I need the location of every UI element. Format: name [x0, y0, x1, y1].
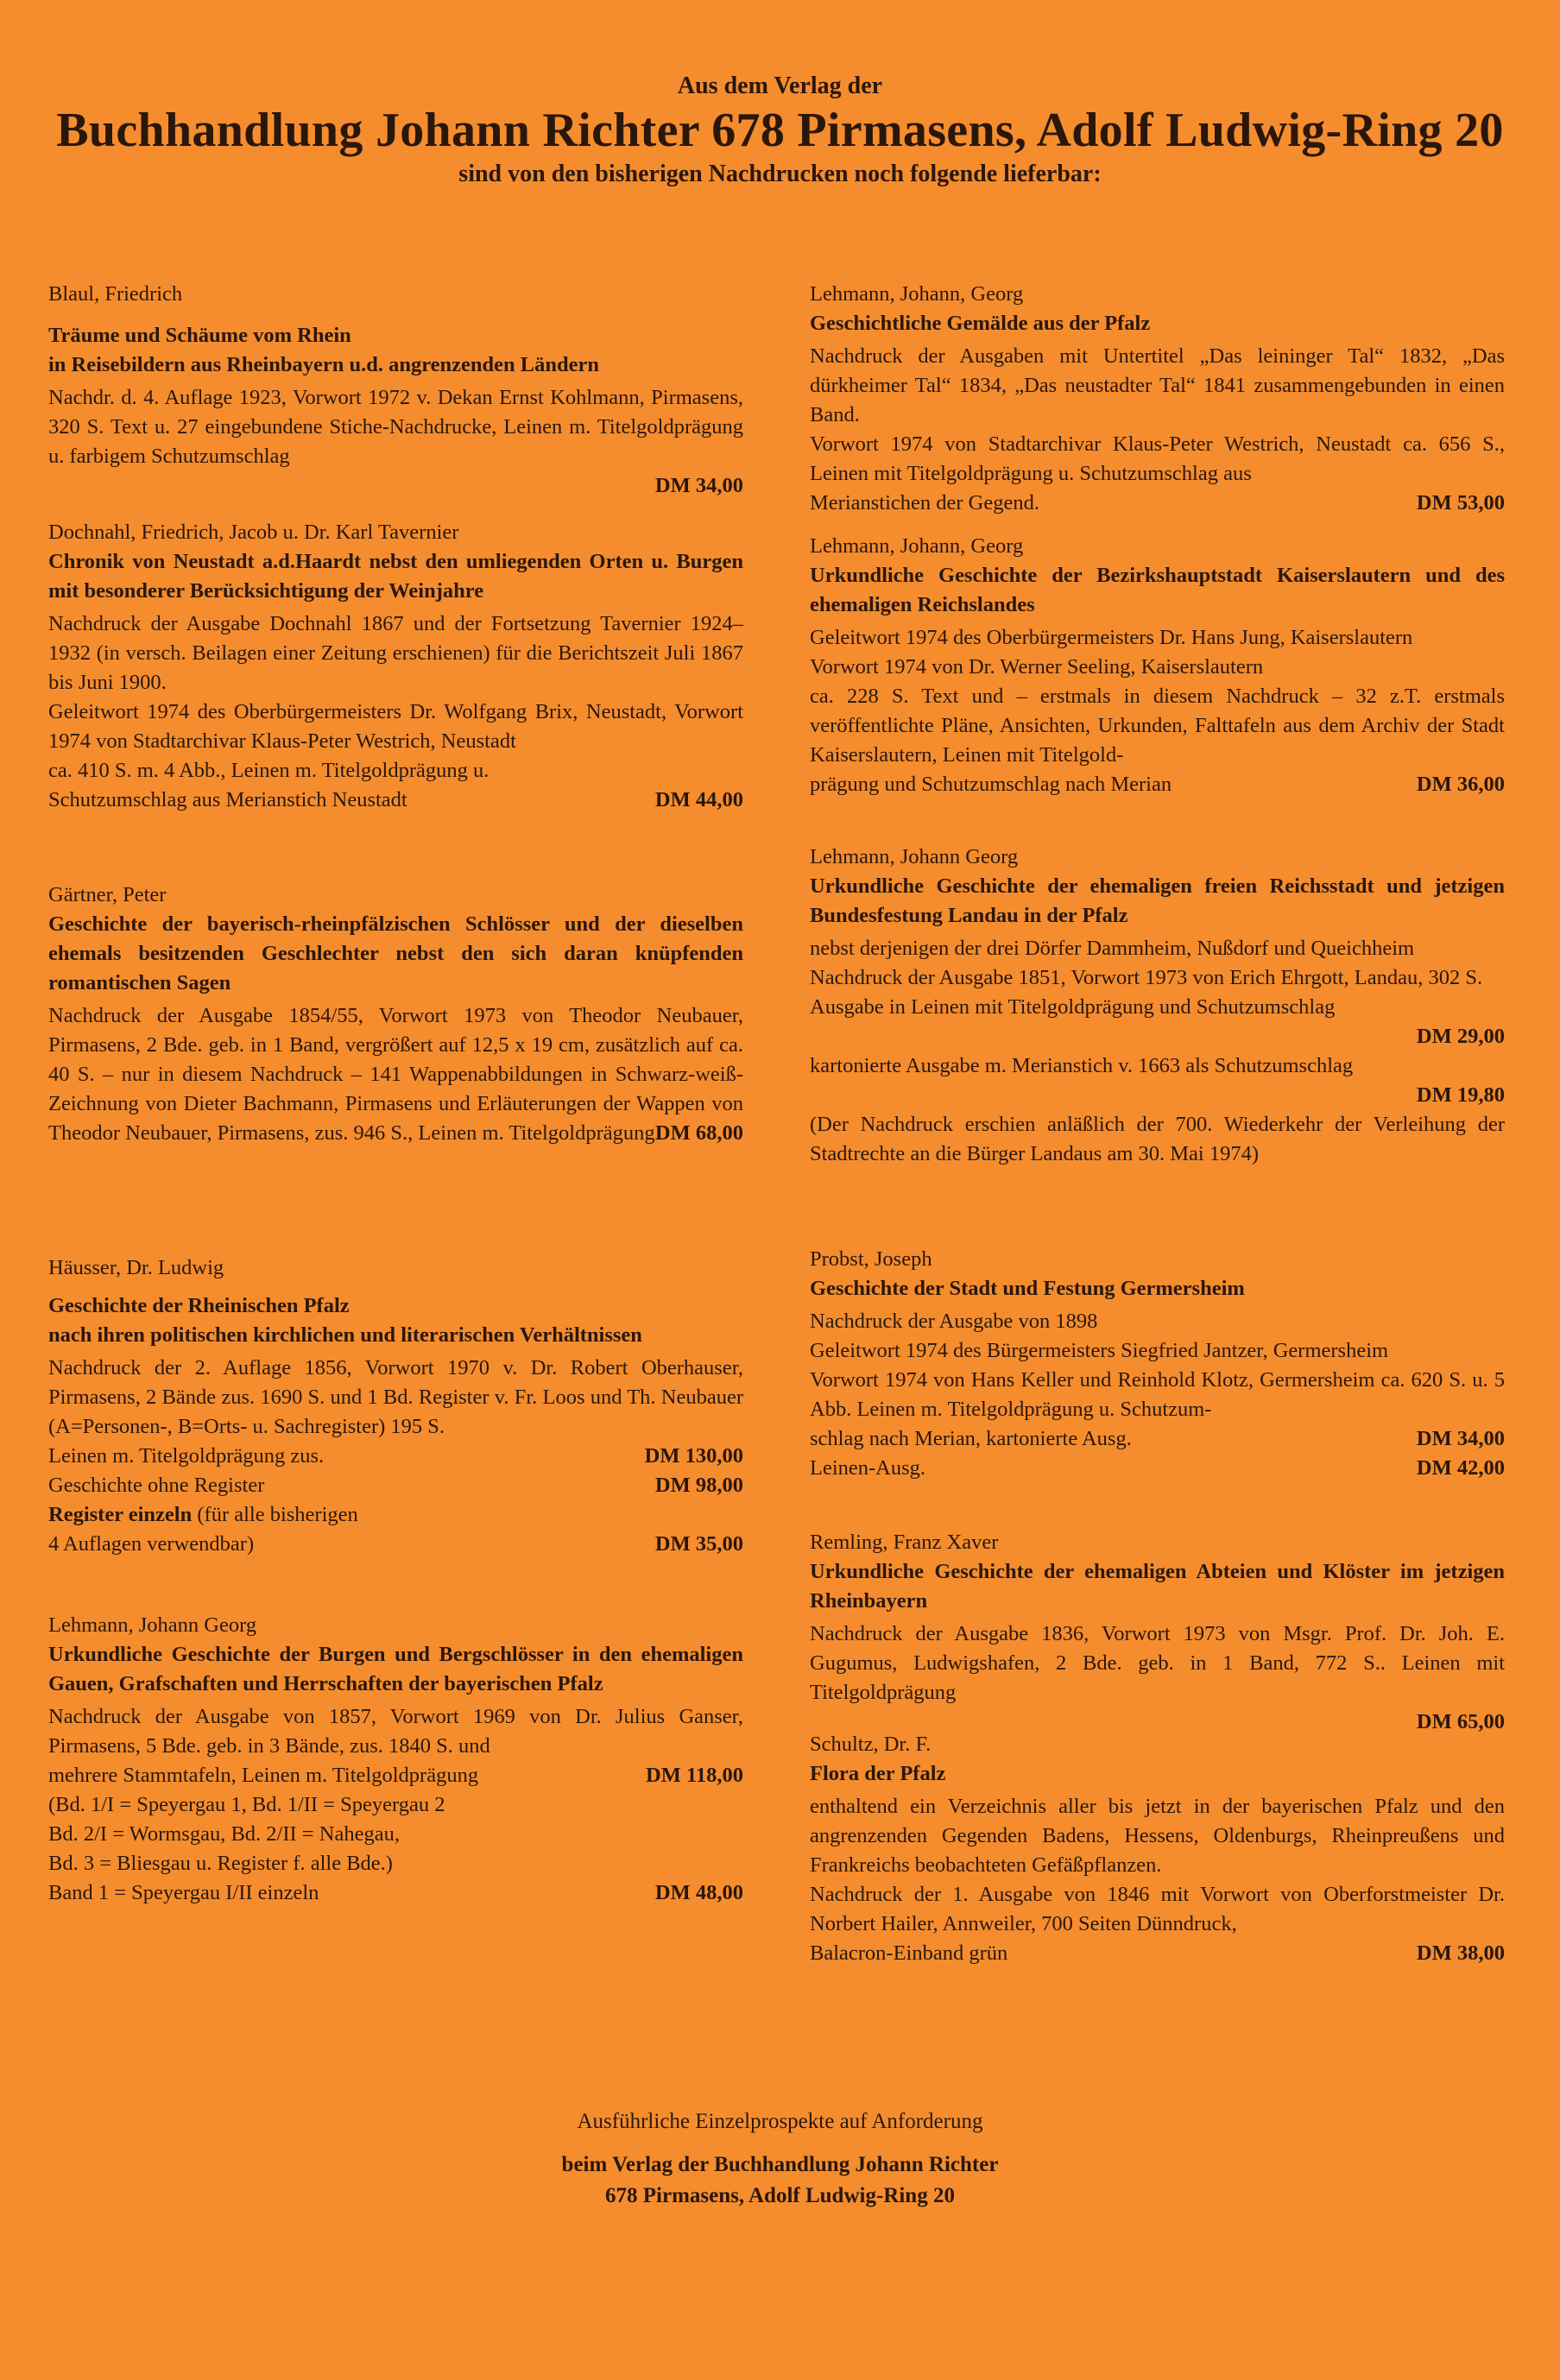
book-entry-lehmann-burgen	[48, 1611, 743, 1908]
price-label-bold: Register einzeln	[48, 1503, 193, 1526]
book-description: Vorwort 1974 von Hans Keller und Reinhold Klotz, Germersheim ca. 620 S. u. 5 Abb. Leinen m. Titelgoldprägung u. Schutzum-	[810, 1368, 1505, 1421]
book-description: Nachdruck der 1. Ausgabe von 1846 mit Vorwort von Oberforstmeister Dr. Norbert Hailer, Annweiler, 700 Seiten Dünndruck,	[810, 1883, 1505, 1935]
book-title: Urkundliche Geschichte der ehemaligen freien Reichsstadt und jetzigen Bundesfestung Landau in der Pfalz	[810, 874, 1505, 927]
price-label: Geschichte ohne Register	[48, 1474, 265, 1497]
book-description: Nachdruck der Ausgabe von 1857, Vorwort 1969 von Dr. Julius Ganser, Pirmasens, 5 Bde. geb. in 3 Bände, zus. 1840 S. und	[48, 1705, 743, 1758]
price-row	[48, 1761, 743, 1790]
price-row	[48, 1471, 743, 1500]
price-row	[48, 1878, 743, 1908]
book-description: Bd. 3 = Bliesgau u. Register f. alle Bde.)	[48, 1852, 393, 1875]
author: Lehmann, Johann Georg	[48, 1613, 257, 1637]
price: DM 68,00	[654, 1121, 743, 1145]
book-entry-dochnahl	[48, 518, 743, 881]
publisher-title: Buchhandlung Johann Richter 678 Pirmasens, Adolf Ludwig-Ring 20	[56, 104, 1504, 157]
book-description: Nachdr. d. 4. Auflage 1923, Vorwort 1972 v. Dekan Ernst Kohlmann, Pirmasens, 320 S. Text u. 27 eingebundene Stiche-Nachdrucke, Leinen m. Titelgoldprägung u. farbigem Schutzumschlag	[48, 386, 743, 468]
price-label: prägung und Schutzumschlag nach Merian	[810, 773, 1172, 796]
author: Häusser, Dr. Ludwig	[48, 1256, 224, 1279]
price-label-note: 4 Auflagen verwendbar)	[48, 1532, 255, 1556]
price: DM 48,00	[654, 1881, 743, 1904]
book-entry-gaertner	[48, 881, 743, 1253]
book-description: Bd. 2/I = Wormsgau, Bd. 2/II = Nahegau,	[48, 1822, 400, 1846]
price-row	[810, 770, 1505, 799]
price-label-note: (für alle bisherigen	[192, 1503, 358, 1526]
price-row	[48, 1442, 743, 1471]
price-row	[48, 1500, 743, 1559]
book-entry-lehmann-kaiserslautern	[810, 532, 1505, 843]
book-description: kartonierte Ausgabe m. Merianstich v. 1663 als Schutzumschlag	[810, 1054, 1354, 1077]
book-note: (Der Nachdruck erschien anläßlich der 700. Wiederkehr der Verleihung der Stadtrechte an die Bürger Landaus am 30. Mai 1974)	[810, 1113, 1505, 1165]
book-description: ca. 228 S. Text und – erstmals in diesem Nachdruck – 32 z.T. erstmals veröffentlichte Pläne, Ansichten, Urkunden, Falttafeln aus dem Archiv der Stadt Kaiserslautern, Leinen mit Titelgold-	[810, 685, 1505, 767]
author: Lehmann, Johann Georg	[810, 845, 1019, 868]
book-title	[48, 321, 743, 380]
book-entry-schultz	[810, 1730, 1505, 1968]
price: DM 19,80	[1416, 1083, 1505, 1107]
author: Remling, Franz Xaver	[810, 1531, 999, 1554]
price-label: Balacron-Einband grün	[810, 1941, 1008, 1965]
price-label	[48, 1500, 358, 1559]
book-description: Nachdruck der Ausgabe 1854/55, Vorwort 1973 von Theodor Neubauer, Pirmasens, 2 Bde. geb. in 1 Band, vergrößert auf 12,5 x 19 cm, zusätzlich auf ca. 40 S. – nur in diesem Nachdruck – 141 Wappenabbildungen in Schwarz-weiß-Zeichnung von Dieter Bachmann, Pirmasens und Erläuterungen der Wappen von Theodor Neubauer, Pirmasens, zus. 946 S., Leinen m. Titelgoldprägung	[48, 1004, 743, 1145]
book-title: Urkundliche Geschichte der Bezirkshauptstadt Kaiserslautern und des ehemaligen Reichslandes	[810, 564, 1505, 616]
author: Blaul, Friedrich	[48, 282, 183, 306]
price: DM 130,00	[644, 1444, 743, 1468]
price: DM 65,00	[1416, 1710, 1505, 1733]
book-description: enthaltend ein Verzeichnis aller bis jetzt in der bayerischen Pfalz und den angrenzenden Gegenden Badens, Hessens, Oldenburgs, Rheinpreußens und Frankreichs beobachteten Gefäßpflanzen.	[810, 1795, 1505, 1877]
book-description: Vorwort 1974 von Dr. Werner Seeling, Kaiserslautern	[810, 655, 1264, 679]
author: Lehmann, Johann, Georg	[810, 534, 1024, 558]
page-header	[0, 71, 1560, 190]
price: DM 38,00	[1416, 1941, 1505, 1965]
book-title: Urkundliche Geschichte der Burgen und Bergschlösser in den ehemaligen Gauen, Grafschaften und Herrschaften der bayerischen Pfalz	[48, 1643, 743, 1695]
price: DM 44,00	[654, 788, 743, 811]
price: DM 29,00	[1416, 1025, 1505, 1048]
book-description: Geleitwort 1974 des Oberbürgermeisters Dr. Wolfgang Brix, Neustadt, Vorwort 1974 von Stadtarchivar Klaus-Peter Westrich, Neustadt	[48, 700, 743, 753]
book-description: Nachdruck der Ausgabe von 1898	[810, 1310, 1098, 1333]
price: DM 98,00	[654, 1474, 743, 1497]
author: Probst, Joseph	[810, 1247, 932, 1271]
book-entry-haeusser	[48, 1253, 743, 1611]
page-footer	[0, 2106, 1560, 2212]
book-title-line: Träume und Schäume vom Rhein	[48, 324, 351, 347]
book-description: Nachdruck der Ausgaben mit Untertitel „Das leininger Tal“ 1832, „Das dürkheimer Tal“ 1834, „Das neustadter Tal“ 1841 zusammengebunden in einen Band.	[810, 344, 1505, 426]
book-title: Geschichte der bayerisch-rheinpfälzischen Schlösser und der dieselben ehemals besitzenden Geschlechter nebst den sich daran knüpfenden romantischen Sagen	[48, 912, 743, 994]
book-entry-blaul	[48, 280, 743, 518]
price: DM 36,00	[1416, 773, 1505, 796]
book-description: nebst derjenigen der drei Dörfer Dammheim, Nußdorf und Queichheim	[810, 937, 1415, 960]
header-subtitle: sind von den bisherigen Nachdrucken noch folgende lieferbar:	[458, 161, 1102, 187]
footer-publisher: beim Verlag der Buchhandlung Johann Richter	[561, 2153, 999, 2176]
book-description: ca. 410 S. m. 4 Abb., Leinen m. Titelgoldprägung u. Schutzumschlag aus Merianstich Neustadt	[48, 759, 489, 811]
book-title: Urkundliche Geschichte der ehemaligen Abteien und Klöster im jetzigen Rheinbayern	[810, 1560, 1505, 1613]
left-column	[48, 280, 743, 1908]
price-label: Merianstichen der Gegend.	[810, 491, 1039, 515]
book-title	[48, 1291, 743, 1350]
price: DM 118,00	[646, 1764, 743, 1787]
book-title-line: Geschichte der Rheinischen Pfalz	[48, 1294, 350, 1317]
author: Gärtner, Peter	[48, 883, 167, 906]
price-label: Band 1 = Speyergau I/II einzeln	[48, 1881, 319, 1904]
book-title: Chronik von Neustadt a.d.Haardt nebst den umliegenden Orten u. Burgen mit besonderer Berücksichtigung der Weinjahre	[48, 550, 743, 603]
price: DM 34,00	[654, 474, 743, 497]
author: Lehmann, Johann, Georg	[810, 282, 1024, 306]
book-title: Geschichte der Stadt und Festung Germersheim	[810, 1277, 1245, 1300]
book-description: Nachdruck der Ausgabe 1836, Vorwort 1973 von Msgr. Prof. Dr. Joh. E. Gugumus, Ludwigshafen, 2 Bde. geb. in 1 Band, 772 S.. Leinen mit Titelgoldprägung	[810, 1622, 1505, 1704]
book-description: Ausgabe in Leinen mit Titelgoldprägung und Schutzumschlag	[810, 995, 1336, 1019]
book-description: Geleitwort 1974 des Bürgermeisters Siegfried Jantzer, Germersheim	[810, 1339, 1389, 1362]
book-description: Nachdruck der 2. Auflage 1856, Vorwort 1970 v. Dr. Robert Oberhauser, Pirmasens, 2 Bände zus. 1690 S. und 1 Bd. Register v. Fr. Loos und Th. Neubauer (A=Personen-, B=Orts- u. Sachregister) 195 S.	[48, 1356, 743, 1438]
book-description: Vorwort 1974 von Stadtarchivar Klaus-Peter Westrich, Neustadt ca. 656 S., Leinen mit Titelgoldprägung u. Schutzumschlag aus	[810, 432, 1505, 485]
book-entry-lehmann-gemaelde	[810, 280, 1505, 532]
price-label: Leinen m. Titelgoldprägung zus.	[48, 1444, 325, 1468]
book-entry-remling	[810, 1528, 1505, 1733]
price: DM 53,00	[1416, 491, 1505, 515]
footer-note: Ausführliche Einzelprospekte auf Anforderung	[577, 2110, 983, 2133]
right-column	[810, 280, 1505, 1968]
book-title: Flora der Pfalz	[810, 1762, 946, 1785]
book-description: Nachdruck der Ausgabe 1851, Vorwort 1973 von Erich Ehrgott, Landau, 302 S.	[810, 966, 1483, 989]
book-description: Nachdruck der Ausgabe Dochnahl 1867 und der Fortsetzung Tavernier 1924–1932 (in versch. Beilagen einer Zeitung erschienen) für die Berichtszeit Juli 1867 bis Juni 1900.	[48, 612, 743, 694]
price-label: mehrere Stammtafeln, Leinen m. Titelgoldprägung	[48, 1764, 479, 1787]
book-entry-probst	[810, 1245, 1505, 1528]
author: Dochnahl, Friedrich, Jacob u. Dr. Karl Tavernier	[48, 521, 459, 544]
price-label: schlag nach Merian, kartonierte Ausg.	[810, 1427, 1132, 1450]
footer-address: 678 Pirmasens, Adolf Ludwig-Ring 20	[605, 2184, 955, 2207]
price-row	[48, 756, 743, 815]
price-row	[810, 1454, 1505, 1483]
book-title: Geschichtliche Gemälde aus der Pfalz	[810, 312, 1151, 335]
book-description: (Bd. 1/I = Speyergau 1, Bd. 1/II = Speyergau 2	[48, 1793, 445, 1816]
price: DM 34,00	[1416, 1427, 1505, 1450]
book-entry-lehmann-landau	[810, 843, 1505, 1245]
book-title-line: in Reisebildern aus Rheinbayern u.d. angrenzenden Ländern	[48, 353, 600, 376]
book-description: Geleitwort 1974 des Oberbürgermeisters Dr. Hans Jung, Kaiserslautern	[810, 626, 1413, 649]
price: DM 35,00	[654, 1532, 743, 1556]
header-pre: Aus dem Verlag der	[677, 73, 883, 99]
price: DM 42,00	[1416, 1456, 1505, 1480]
price-row	[810, 489, 1505, 518]
price-row	[810, 1939, 1505, 1968]
price-label: Leinen-Ausg.	[810, 1456, 926, 1480]
book-title-line: nach ihren politischen kirchlichen und literarischen Verhältnissen	[48, 1323, 642, 1347]
author: Schultz, Dr. F.	[810, 1733, 932, 1756]
price-row	[810, 1424, 1505, 1454]
